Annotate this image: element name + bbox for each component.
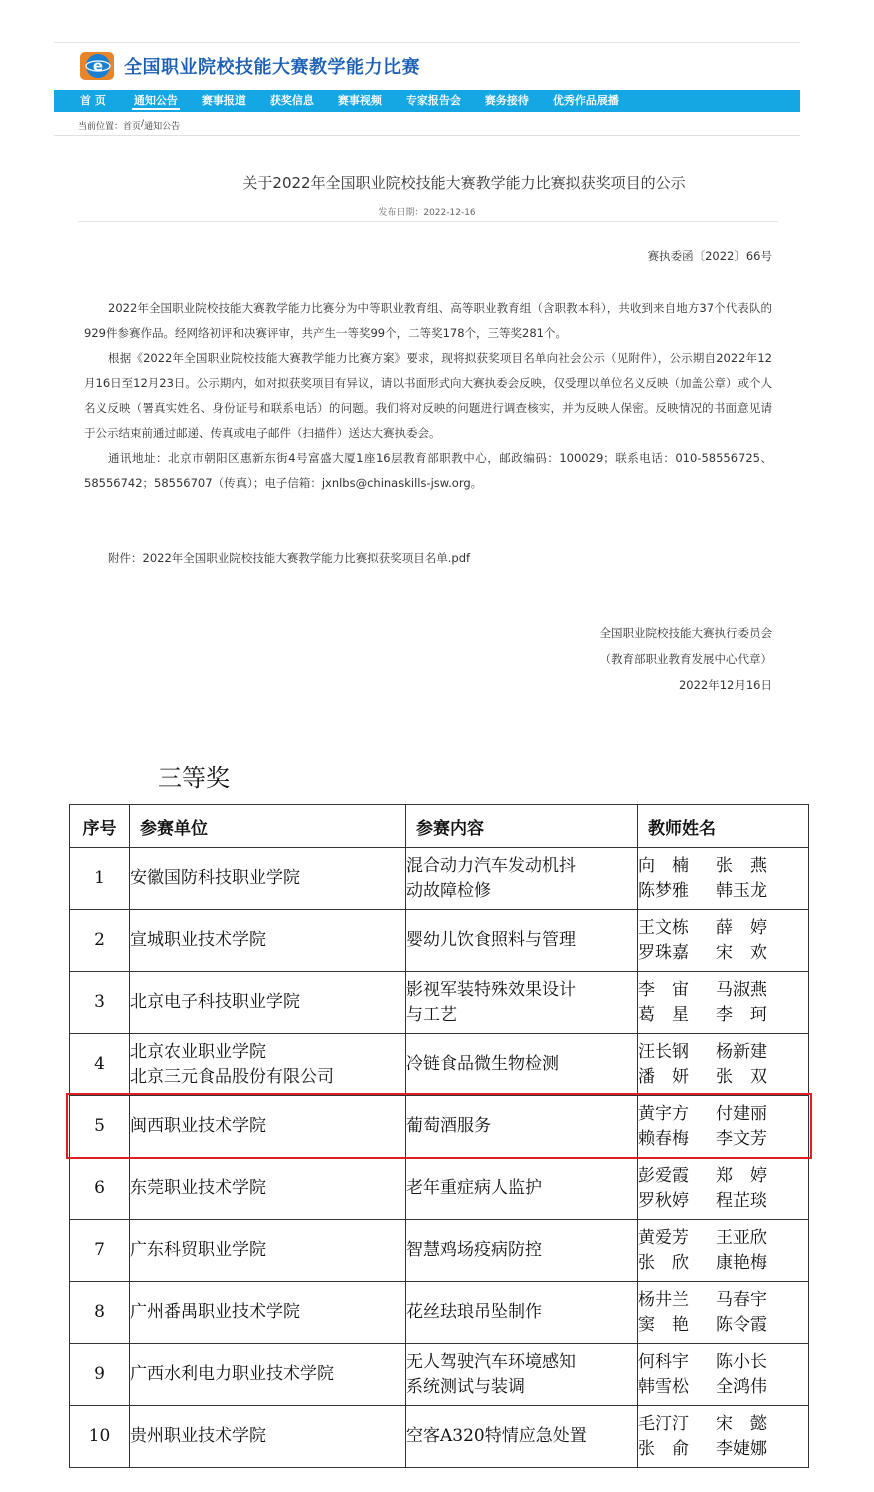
- content-line: 婴幼儿饮食照料与管理: [406, 930, 576, 950]
- teachers-cell: [638, 910, 809, 972]
- teachers-cell: [638, 1406, 809, 1468]
- article-body: [84, 296, 772, 496]
- content-cell: [406, 1034, 638, 1096]
- column-header-content: 参赛内容: [406, 805, 638, 848]
- teacher-name: 张 燕: [716, 855, 767, 876]
- unit-cell: [130, 910, 406, 972]
- row-number: 4: [70, 1034, 130, 1096]
- breadcrumb-label: 当前位置：: [78, 122, 124, 132]
- content-cell: [406, 1282, 638, 1344]
- teachers-cell: [638, 972, 809, 1034]
- teacher-name: 宋 懿: [716, 1413, 767, 1434]
- unit-name: 北京三元食品股份有限公司: [130, 1066, 334, 1087]
- teacher-line: [638, 1102, 808, 1127]
- content-cell: [406, 1096, 638, 1158]
- table-row: [70, 1344, 809, 1406]
- breadcrumb-home-link[interactable]: 首页: [123, 122, 142, 132]
- nav-item-3[interactable]: 获奖信息: [269, 94, 314, 107]
- teacher-line: [638, 1251, 808, 1276]
- unit-name: 广西水利电力职业技术学院: [130, 1364, 334, 1384]
- teacher-line: [638, 879, 808, 904]
- teacher-name: 陈小长: [716, 1351, 767, 1372]
- teachers-cell: [638, 1096, 809, 1158]
- unit-cell: [130, 1034, 406, 1096]
- teacher-line: [638, 916, 808, 941]
- teacher-line: [638, 978, 808, 1003]
- article-title: 关于2022年全国职业院校技能大赛教学能力比赛拟获奖项目的公示: [242, 174, 686, 192]
- teacher-name: 郑 婷: [716, 1165, 767, 1186]
- content-line: 花丝珐琅吊坠制作: [406, 1302, 542, 1322]
- top-divider: [54, 42, 800, 43]
- nav-item-4[interactable]: 赛事视频: [337, 94, 382, 107]
- table-row: [70, 1220, 809, 1282]
- teacher-name: 薛 婷: [716, 917, 767, 938]
- teacher-name: 李婕娜: [716, 1438, 767, 1459]
- teacher-name: 李 珂: [716, 1004, 767, 1025]
- table-row: [70, 972, 809, 1034]
- e-globe-logo-icon: [78, 48, 118, 84]
- teacher-name: 马淑燕: [716, 979, 767, 1000]
- teacher-line: [638, 1040, 808, 1065]
- teacher-line: [638, 1437, 808, 1462]
- teacher-name: 杨井兰: [638, 1289, 689, 1310]
- teacher-name: 全鸿伟: [716, 1376, 767, 1397]
- teacher-line: [638, 1226, 808, 1251]
- table-row: [70, 1096, 809, 1158]
- teacher-line: [638, 1127, 808, 1152]
- teacher-name: 康艳梅: [716, 1252, 767, 1273]
- row-number: 7: [70, 1220, 130, 1282]
- unit-name: 广东科贸职业学院: [130, 1240, 266, 1260]
- content-cell: [406, 1158, 638, 1220]
- unit-cell: [130, 1344, 406, 1406]
- breadcrumb-divider: [54, 135, 800, 136]
- teacher-name: 陈令霞: [716, 1314, 767, 1335]
- unit-name: 广州番禺职业技术学院: [130, 1302, 300, 1322]
- row-number: 9: [70, 1344, 130, 1406]
- teacher-name: 向 楠: [638, 855, 689, 876]
- teachers-cell: [638, 1344, 809, 1406]
- attachment-link[interactable]: [108, 550, 470, 566]
- content-line: 混合动力汽车发动机抖: [406, 855, 576, 876]
- unit-cell: [130, 972, 406, 1034]
- teachers-cell: [638, 1220, 809, 1282]
- unit-name: 安徽国防科技职业学院: [130, 868, 300, 888]
- nav-item-5[interactable]: 专家报告会: [405, 94, 461, 107]
- breadcrumb: [78, 119, 180, 132]
- content-cell: [406, 910, 638, 972]
- content-cell: [406, 972, 638, 1034]
- teachers-cell: [638, 1034, 809, 1096]
- teacher-name: 李 宙: [638, 979, 689, 1000]
- publish-date: [54, 205, 800, 218]
- nav-item-7[interactable]: 优秀作品展播: [552, 94, 619, 107]
- content-cell: [406, 1220, 638, 1282]
- content-cell: [406, 848, 638, 910]
- row-number: 1: [70, 848, 130, 910]
- row-number: 3: [70, 972, 130, 1034]
- teacher-name: 汪长钢: [638, 1041, 689, 1062]
- row-number: 6: [70, 1158, 130, 1220]
- column-header-unit: 参赛单位: [130, 805, 406, 848]
- attachment-filename[interactable]: 2022年全国职业院校技能大赛教学能力比赛拟获奖项目名单.pdf: [142, 551, 471, 565]
- title-divider: [78, 221, 778, 222]
- unit-cell: [130, 848, 406, 910]
- content-line: 影视军装特殊效果设计: [406, 979, 576, 1000]
- attachment-label: 附件：: [108, 551, 143, 565]
- teacher-name: 罗秋婷: [638, 1190, 689, 1211]
- nav-item-2[interactable]: 赛事报道: [201, 94, 246, 107]
- signature-org: 全国职业院校技能大赛执行委员会: [599, 626, 772, 640]
- teacher-line: [638, 1350, 808, 1375]
- teacher-line: [638, 941, 808, 966]
- publish-date-label: 发布日期：: [378, 208, 424, 218]
- site-logo[interactable]: [78, 46, 420, 86]
- content-cell: [406, 1344, 638, 1406]
- signature-sub: （教育部职业教育发展中心代章）: [599, 652, 772, 666]
- unit-cell: [130, 1282, 406, 1344]
- teachers-cell: [638, 848, 809, 910]
- body-paragraph: 根据《2022年全国职业院校技能大赛教学能力比赛方案》要求，现将拟获奖项目名单向社会公示（见附件），公示期自2022年12月16日至12月23日。公示期内，如对拟获奖项目有异议，请以书面形式向大赛执委会反映，仅受理以单位名义反映（加盖公章）或个人名义反映（署真实姓名、身份证号和联系电话）的问题。我们将对反映的问题进行调查核实，并为反映人保密。反映情况的书面意见请于公示结束前通过邮递、传真或电子邮件（扫描件）送达大赛执委会。: [84, 351, 772, 440]
- publish-date-value: 2022-12-16: [423, 208, 476, 218]
- teacher-name: 葛 星: [638, 1004, 689, 1025]
- document-number: 赛执委函〔2022〕66号: [647, 249, 772, 263]
- teacher-name: 张 欣: [638, 1252, 689, 1273]
- content-line: 老年重症病人监护: [406, 1178, 542, 1198]
- breadcrumb-current[interactable]: 通知公告: [144, 122, 181, 132]
- column-header-no: 序号: [70, 805, 130, 848]
- table-row: [70, 910, 809, 972]
- teacher-line: [638, 1313, 808, 1338]
- signature-block: [600, 620, 773, 698]
- unit-cell: [130, 1406, 406, 1468]
- content-line: 与工艺: [406, 1004, 457, 1025]
- teacher-name: 彭爱霞: [638, 1165, 689, 1186]
- content-line: 动故障检修: [406, 880, 491, 901]
- content-line: 系统测试与装调: [406, 1376, 525, 1397]
- column-header-teachers: 教师姓名: [638, 805, 809, 848]
- signature-date: 2022年12月16日: [678, 678, 772, 692]
- teacher-name: 陈梦雅: [638, 880, 689, 901]
- teacher-name: 赖春梅: [638, 1128, 689, 1149]
- unit-cell: [130, 1158, 406, 1220]
- content-line: 无人驾驶汽车环境感知: [406, 1351, 576, 1372]
- unit-name: 北京电子科技职业学院: [130, 992, 300, 1012]
- content-line: 智慧鸡场疫病防控: [406, 1240, 542, 1260]
- teacher-line: [638, 1065, 808, 1090]
- teacher-line: [638, 1288, 808, 1313]
- table-row: [70, 1034, 809, 1096]
- teacher-line: [638, 1375, 808, 1400]
- content-line: 空客A320特情应急处置: [406, 1426, 587, 1446]
- teachers-cell: [638, 1158, 809, 1220]
- body-paragraph: 2022年全国职业院校技能大赛教学能力比赛分为中等职业教育组、高等职业教育组（含职教本科），共收到来自地方37个代表队的929件参赛作品。经网络初评和决赛评审，共产生一等奖99个，二等奖178个，三等奖281个。: [84, 301, 772, 340]
- unit-name: 东莞职业技术学院: [130, 1178, 266, 1198]
- row-number: 10: [70, 1406, 130, 1468]
- award-table: [69, 804, 809, 1468]
- row-number: 5: [70, 1096, 130, 1158]
- teacher-name: 李文芳: [716, 1128, 767, 1149]
- unit-cell: [130, 1220, 406, 1282]
- content-cell: [406, 1406, 638, 1468]
- teachers-cell: [638, 1282, 809, 1344]
- teacher-line: [638, 1164, 808, 1189]
- teacher-name: 韩雪松: [638, 1376, 689, 1397]
- nav-item-6[interactable]: 赛务接待: [484, 94, 529, 107]
- teacher-name: 黄宇方: [638, 1103, 689, 1124]
- unit-name: 北京农业职业学院: [130, 1041, 266, 1062]
- body-paragraph: 通讯地址：北京市朝阳区惠新东街4号富盛大厦1座16层教育部职教中心，邮政编码：100029；联系电话：010-58556725、58556742；58556707（传真）；电子信箱：jxnlbs@chinaskills-jsw.org。: [84, 451, 772, 490]
- row-number: 8: [70, 1282, 130, 1344]
- nav-item-0[interactable]: 首 页: [80, 94, 106, 107]
- teacher-name: 毛汀汀: [638, 1413, 689, 1434]
- table-row: [70, 1158, 809, 1220]
- row-number: 2: [70, 910, 130, 972]
- teacher-name: 罗珠嘉: [638, 942, 689, 963]
- svg-text:e: e: [92, 57, 104, 75]
- table-header-row: [70, 805, 809, 848]
- breadcrumb-separator: /: [141, 119, 145, 129]
- teacher-name: 张 俞: [638, 1438, 689, 1459]
- table-row: [70, 1282, 809, 1344]
- unit-cell: [130, 1096, 406, 1158]
- teacher-name: 潘 妍: [638, 1066, 689, 1087]
- unit-name: 闽西职业技术学院: [130, 1116, 266, 1136]
- site-title: 全国职业院校技能大赛教学能力比赛: [124, 57, 420, 78]
- teacher-name: 杨新建: [716, 1041, 767, 1062]
- teacher-name: 马春宇: [716, 1289, 767, 1310]
- teacher-name: 韩玉龙: [716, 880, 767, 901]
- teacher-name: 窦 艳: [638, 1314, 689, 1335]
- unit-name: 宣城职业技术学院: [130, 930, 266, 950]
- table-row: [70, 1406, 809, 1468]
- teacher-name: 宋 欢: [716, 942, 767, 963]
- teacher-line: [638, 1189, 808, 1214]
- teacher-name: 王文栋: [638, 917, 689, 938]
- teacher-name: 黄爱芳: [638, 1227, 689, 1248]
- teacher-name: 何科宇: [638, 1351, 689, 1372]
- teacher-name: 张 双: [716, 1066, 767, 1087]
- teacher-name: 程芷琰: [716, 1190, 767, 1211]
- teacher-name: 付建丽: [716, 1103, 767, 1124]
- unit-name: 贵州职业技术学院: [130, 1426, 266, 1446]
- main-nav: [54, 90, 800, 112]
- content-line: 葡萄酒服务: [406, 1116, 491, 1136]
- nav-item-1[interactable]: 通知公告: [122, 90, 190, 112]
- teacher-name: 王亚欣: [716, 1227, 767, 1248]
- teacher-line: [638, 854, 808, 879]
- table-row: [70, 848, 809, 910]
- teacher-line: [638, 1412, 808, 1437]
- content-line: 冷链食品微生物检测: [406, 1054, 559, 1074]
- teacher-line: [638, 1003, 808, 1028]
- award-heading: 三等奖: [158, 764, 230, 792]
